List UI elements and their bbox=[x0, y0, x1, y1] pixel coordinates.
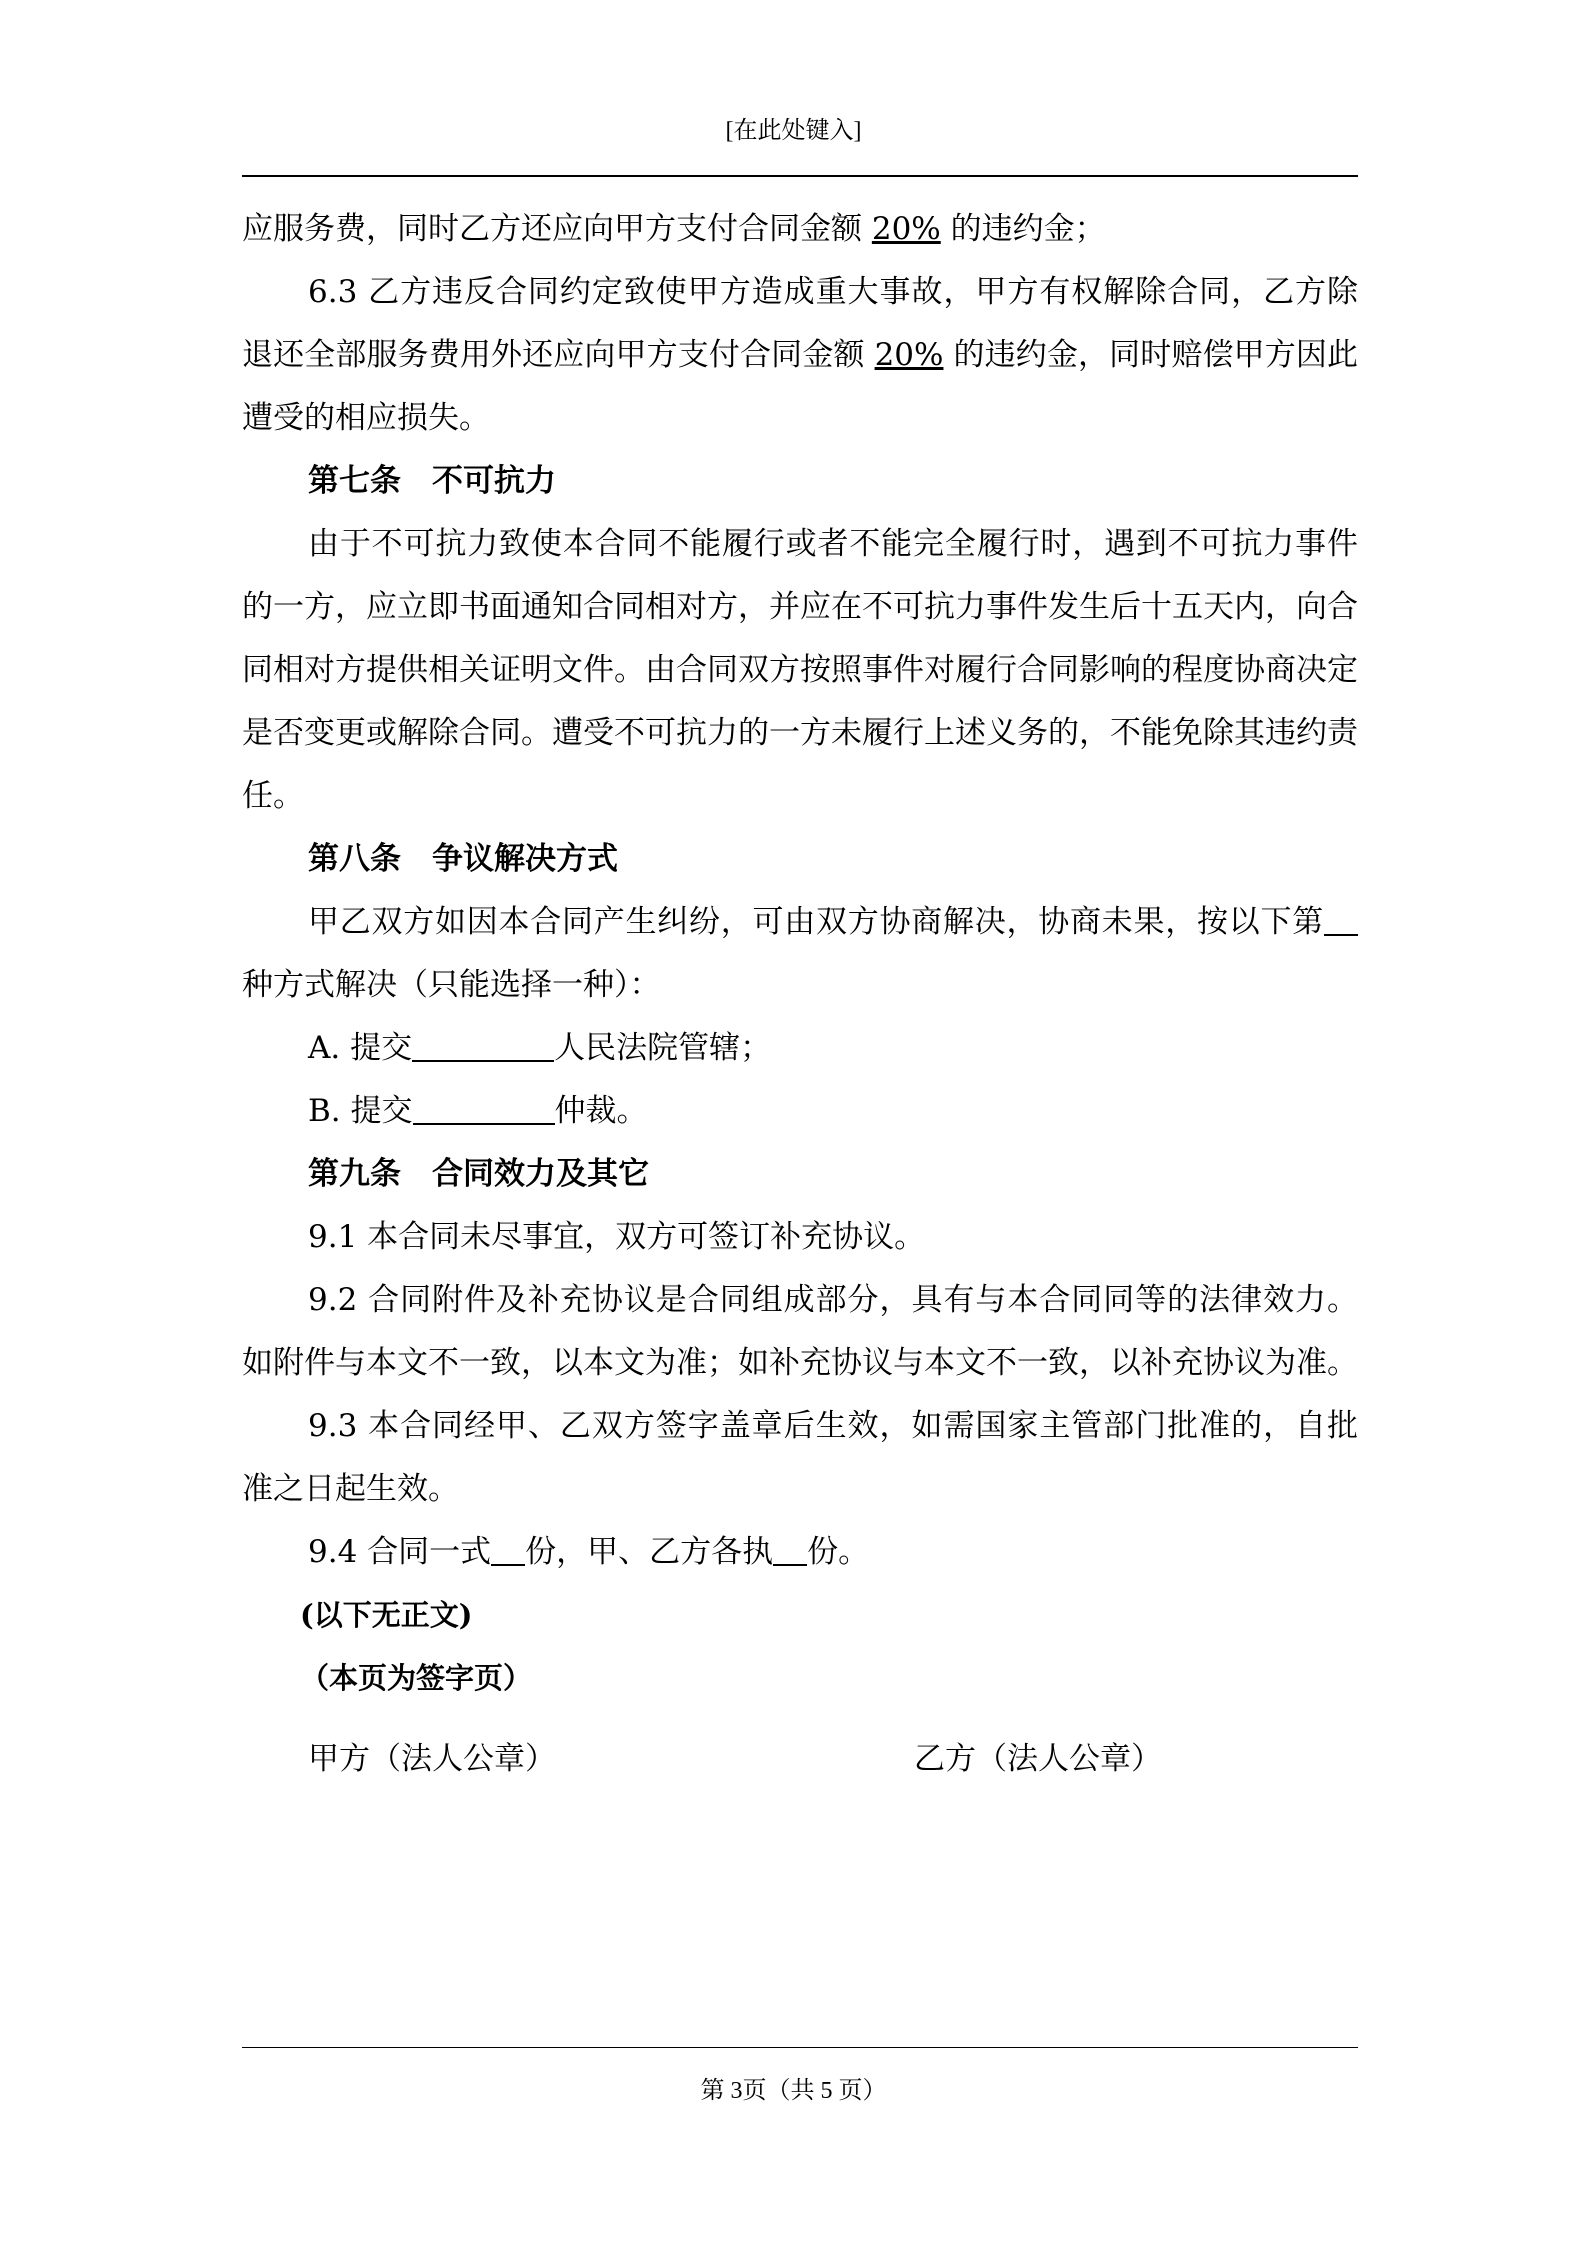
header-divider bbox=[242, 175, 1358, 177]
text-run: 9.4 合同一式 bbox=[308, 1534, 492, 1570]
page-number: 第 3页（共 5 页） bbox=[700, 2078, 887, 2104]
article-7-heading: 第七条 不可抗力 bbox=[308, 463, 556, 499]
party-b-seal-label: 乙方（法人公章） bbox=[914, 1741, 1162, 1777]
document-body bbox=[242, 198, 1358, 1818]
text-run: 人民法院管辖； bbox=[554, 1030, 772, 1066]
footer-divider bbox=[242, 2047, 1358, 2048]
clause-9-4 bbox=[242, 1521, 1358, 1584]
clause-9-2: 9.2 合同附件及补充协议是合同组成部分，具有与本合同同等的法律效力。如附件与本文不一致，以本文为准；如补充协议与本文不一致，以补充协议为准。 bbox=[242, 1282, 1358, 1381]
blank-line bbox=[1324, 904, 1358, 936]
text-run: 仲裁。 bbox=[554, 1093, 648, 1129]
text-run: A. 提交 bbox=[308, 1030, 413, 1066]
clause-6-3 bbox=[242, 261, 1358, 450]
text-run: 的违约金，同时赔偿甲方因此遭受的相应损失。 bbox=[242, 337, 1358, 436]
article-7-text: 由于不可抗力致使本合同不能履行或者不能完全履行时，遇到不可抗力事件的一方，应立即书面通知合同相对方，并应在不可抗力事件发生后十五天内，向合同相对方提供相关证明文件。由合同双方按照事件对履行合同影响的程度协商决定是否变更或解除合同。遭受不可抗力的一方未履行上述义务的，不能免除其违约责任。 bbox=[242, 526, 1358, 814]
text-run: 应服务费，同时乙方还应向甲方支付合同金额 bbox=[242, 211, 872, 247]
clause-9-1: 9.1 本合同未尽事宜，双方可签订补充协议。 bbox=[308, 1219, 926, 1255]
blank-line bbox=[773, 1534, 807, 1566]
text-run: 甲乙双方如因本合同产生纠纷，可由双方协商解决，协商未果，按以下第 bbox=[308, 904, 1324, 940]
blank-line bbox=[412, 1030, 554, 1062]
page-header: [在此处键入] bbox=[725, 118, 862, 144]
penalty-percent: 20% bbox=[874, 337, 944, 373]
text-run: 份，甲、乙方各执 bbox=[525, 1534, 774, 1570]
article-8-text bbox=[242, 891, 1358, 1017]
article-8-heading: 第八条 争议解决方式 bbox=[308, 841, 618, 877]
paragraph-6-2-continued bbox=[242, 198, 1358, 261]
text-run: B. 提交 bbox=[308, 1093, 413, 1129]
signature-row bbox=[242, 1728, 1358, 1818]
option-a bbox=[242, 1017, 1358, 1080]
blank-line bbox=[491, 1534, 525, 1566]
penalty-percent: 20% bbox=[871, 211, 941, 247]
text-run: 种方式解决（只能选择一种）： bbox=[242, 967, 661, 1003]
end-of-text-note: (以下无正文) bbox=[300, 1598, 473, 1632]
option-b bbox=[242, 1080, 1358, 1143]
clause-9-3: 9.3 本合同经甲、乙双方签字盖章后生效，如需国家主管部门批准的，自批准之日起生效。 bbox=[242, 1408, 1358, 1507]
blank-line bbox=[413, 1093, 555, 1125]
text-run: 份。 bbox=[807, 1534, 870, 1570]
text-run: 的违约金； bbox=[940, 211, 1106, 247]
article-9-heading: 第九条 合同效力及其它 bbox=[308, 1156, 649, 1192]
party-a-seal-label: 甲方（法人公章） bbox=[308, 1741, 556, 1777]
text-run: 6.3 乙方违反合同约定致使甲方造成重大事故，甲方有权解除合同，乙方除退还全部服务费用外还应向甲方支付合同金额 bbox=[242, 274, 1358, 373]
signature-page-note: （本页为签字页） bbox=[300, 1661, 533, 1695]
